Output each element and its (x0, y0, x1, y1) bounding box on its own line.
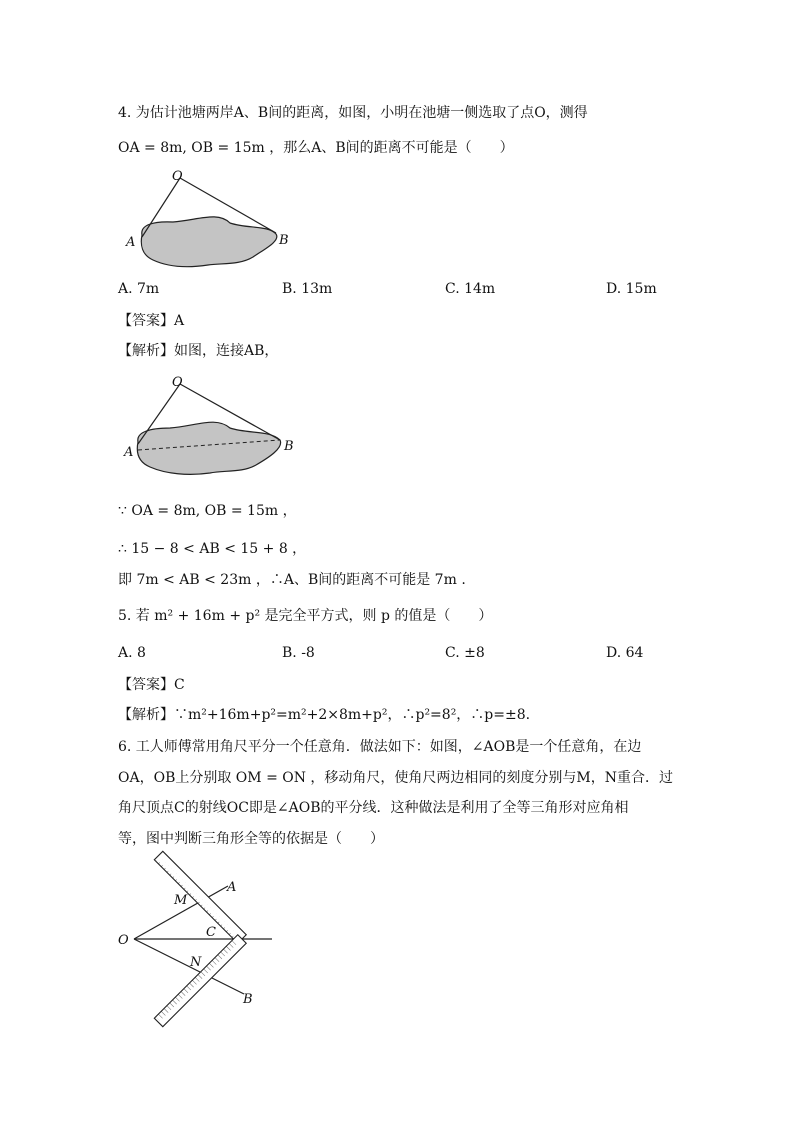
q5-option-d: D. 64 (606, 645, 644, 661)
label-B: B (279, 233, 289, 248)
label-A: A (126, 235, 136, 250)
q5-option-b: B. -8 (282, 645, 315, 661)
figure-pond-2 (118, 370, 298, 485)
label-O: O (118, 933, 129, 948)
ruler-upper-arm (154, 851, 246, 943)
label-B: B (243, 992, 253, 1007)
q4-option-d: D. 15m (606, 281, 657, 297)
label-A: A (227, 880, 237, 895)
label-M: M (174, 893, 188, 908)
label-C: C (206, 925, 216, 940)
label-B: B (284, 439, 294, 454)
q4-option-a: A. 7m (118, 281, 160, 297)
q5-line1: 5. 若 m² + 16m + p² 是完全平方式，则 p 的值是（ ） (118, 608, 493, 624)
q5-analysis: 【解析】∵m²+16m+p²=m²+2×8m+p²，∴p²=8²，∴p=±8. (118, 707, 531, 723)
pond-shape-2 (137, 422, 280, 474)
ruler-lower-arm (154, 935, 246, 1027)
label-O: O (172, 169, 183, 184)
label-A: A (124, 445, 134, 460)
q6-line4: 等，图中判断三角形全等的依据是（ ） (118, 831, 384, 847)
q4-option-c: C. 14m (445, 281, 496, 297)
figure-angle-ruler (118, 862, 288, 1012)
q4-answer: 【答案】A (118, 313, 185, 329)
q4-line1: 4. 为估计池塘两岸A、B间的距离，如图，小明在池塘一侧选取了点O，测得 (118, 105, 588, 121)
label-N: N (190, 955, 202, 970)
q4-step2: ∴ 15 − 8 < AB < 15 + 8 ， (118, 541, 307, 557)
q4-step1: ∵ OA = 8m, OB = 15m ， (118, 503, 297, 519)
q6-line3: 角尺顶点C的射线OC即是∠AOB的平分线．这种做法是利用了全等三角形对应角相 (118, 800, 629, 816)
q5-option-a: A. 8 (118, 645, 146, 661)
q4-line2: OA = 8m, OB = 15m ，那么A、B间的距离不可能是（ ） (118, 140, 514, 156)
pond-shape-1 (141, 217, 277, 267)
label-O: O (172, 375, 183, 390)
q4-step3: 即 7m < AB < 23m ，∴A、B间的距离不可能是 7m . (118, 572, 466, 588)
q4-option-b: B. 13m (282, 281, 333, 297)
q6-line2: OA，OB上分别取 OM = ON ，移动角尺，使角尺两边相同的刻度分别与M，N重合．过 (118, 770, 674, 786)
q6-line1: 6. 工人师傅常用角尺平分一个任意角．做法如下：如图，∠AOB是一个任意角，在边 (118, 739, 642, 755)
figure-pond-1 (118, 165, 298, 275)
q5-answer: 【答案】C (118, 677, 185, 693)
q5-option-c: C. ±8 (445, 645, 485, 661)
q4-analysis: 【解析】如图，连接AB， (118, 343, 279, 359)
